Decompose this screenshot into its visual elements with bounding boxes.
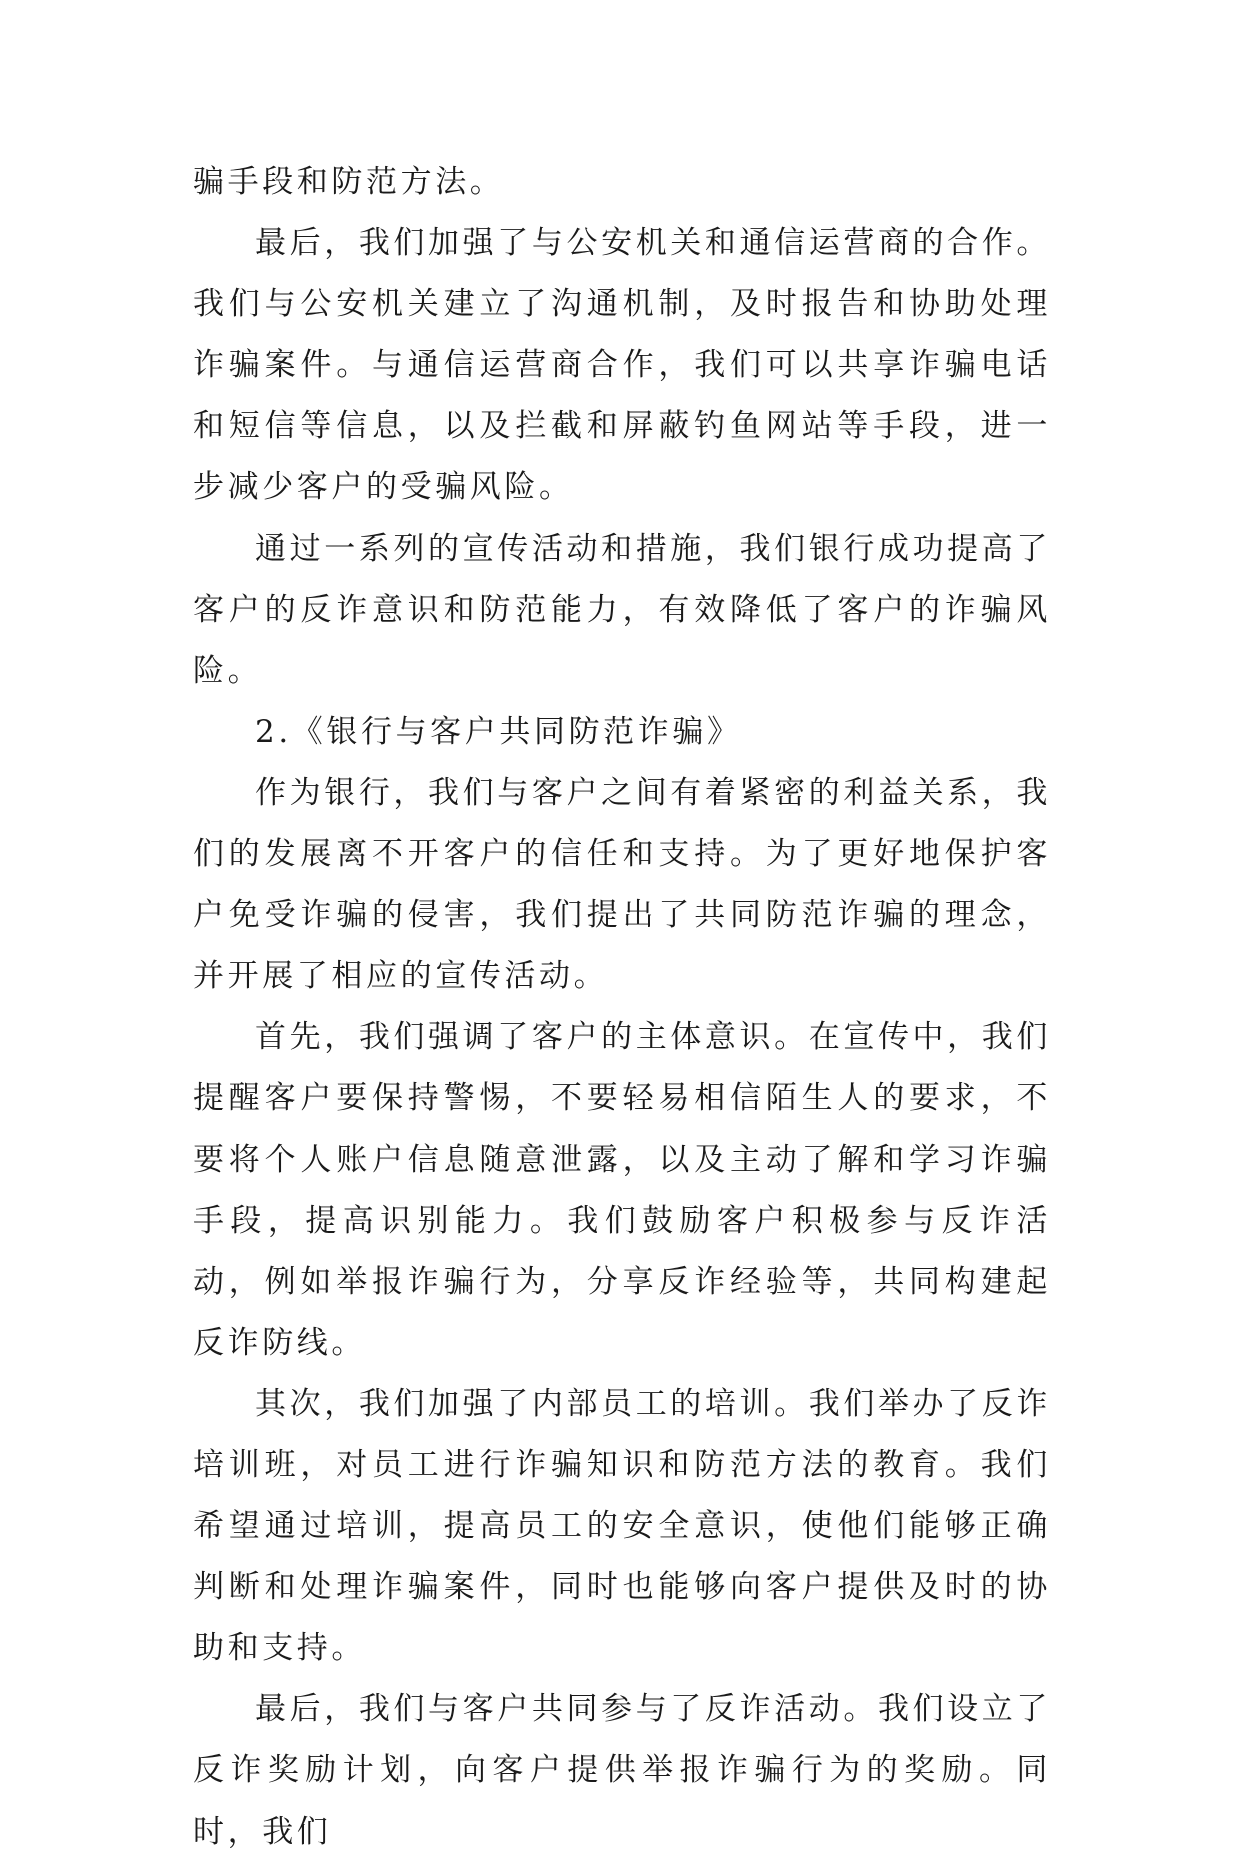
paragraph-continuation: 骗手段和防范方法。	[193, 164, 505, 200]
paragraph: 作为银行，我们与客户之间有着紧密的利益关系，我们的发展离不开客户的信任和支持。为了更好地保护客户免受诈骗的侵害，我们提出了共同防范诈骗的理念，并开展了相应的宣传活动。	[193, 774, 1051, 995]
paragraph: 其次，我们加强了内部员工的培训。我们举办了反诈培训班，对员工进行诈骗知识和防范方法的教育。我们希望通过培训，提高员工的安全意识，使他们能够正确判断和处理诈骗案件，同时也能够向客户提供及时的协助和支持。	[193, 1385, 1051, 1667]
section-heading: 2.《银行与客户共同防范诈骗》	[255, 713, 742, 750]
paragraph: 通过一系列的宣传活动和措施，我们银行成功提高了客户的反诈意识和防范能力，有效降低了客户的诈骗风险。	[193, 530, 1051, 689]
document-body	[193, 152, 1051, 1863]
paragraph: 最后，我们与客户共同参与了反诈活动。我们设立了反诈奖励计划，向客户提供举报诈骗行为的奖励。同时，我们	[193, 1691, 1051, 1850]
paragraph: 首先，我们强调了客户的主体意识。在宣传中，我们提醒客户要保持警惕，不要轻易相信陌生人的要求，不要将个人账户信息随意泄露，以及主动了解和学习诈骗手段，提高识别能力。我们鼓励客户积极参与反诈活动，例如举报诈骗行为，分享反诈经验等，共同构建起反诈防线。	[193, 1019, 1051, 1361]
paragraph: 最后，我们加强了与公安机关和通信运营商的合作。我们与公安机关建立了沟通机制，及时报告和协助处理诈骗案件。与通信运营商合作，我们可以共享诈骗电话和短信等信息，以及拦截和屏蔽钓鱼网站等手段，进一步减少客户的受骗风险。	[193, 225, 1051, 506]
